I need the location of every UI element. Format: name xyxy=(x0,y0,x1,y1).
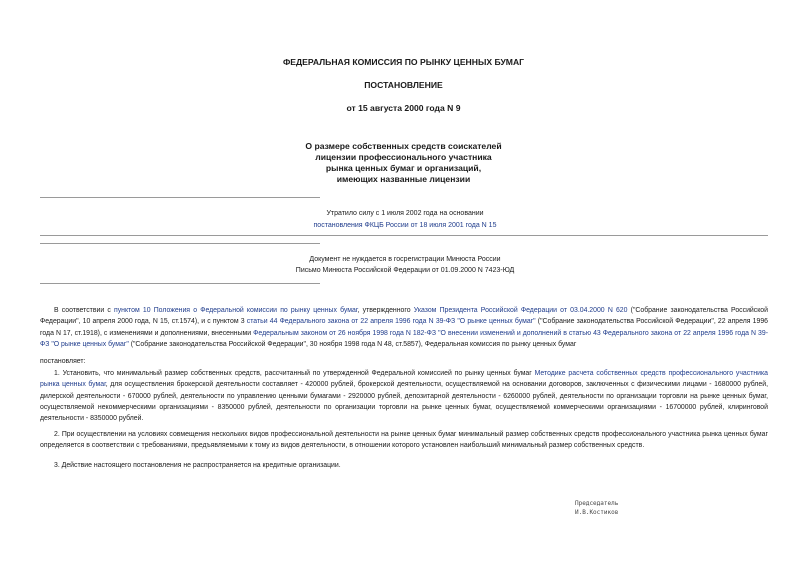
point-1-text: , для осуществления брокерской деятельности составляет - 420000 рублей, брокерской деятельности, осуществляемой на основании договоров, заключенных с физическими лицами - 1680000 рублей, дилерской деятельности - 670000 рублей, деятельности по управлению ценными бумагами - 2920000 рублей, депозитарной деятельности - 6260000 рублей, деятельности по организации торговли на рынке ценных бумаг, осуществляемой некоммерческими организациями - 8350000 рублей, деятельности по организации торговли на рынке ценных бумаг, осуществляемой коммерческими организациями - 16700000 рублей, клиринговой деятельности - 8350000 рублей. xyxy=(40,381,768,423)
point-1-text: 1. Установить, что минимальный размер собственных средств, рассчитанный по утвержденной Федеральной комиссией по рынку ценных бумаг xyxy=(54,370,535,377)
preamble-text: В соответствии с xyxy=(54,307,114,314)
divider xyxy=(40,283,320,284)
preamble-text: ("Собрание законодательства Российской Федерации", 10 апреля 2000 года, N 15, ст.1574), и с пунктом 3 xyxy=(40,307,768,326)
divider xyxy=(40,235,768,236)
signature-position: Председатель xyxy=(575,500,619,507)
signature-name: И.В.Костиков xyxy=(575,509,619,516)
registration-letter: Письмо Минюста Российской Федерации от 01.09.2000 N 7423-ЮД xyxy=(295,267,515,274)
expired-notice: Утратило силу с 1 июля 2002 года на основании xyxy=(326,210,484,217)
title-line: О размере собственных средств соискателей xyxy=(305,141,502,151)
preamble-text: , утвержденного xyxy=(357,307,414,314)
divider xyxy=(40,197,320,198)
preamble-text: ("Собрание законодательства Российской Федерации", 22 апреля 1996 года N 17, ст.1918), с изменениями и дополнениями, внесенными xyxy=(40,318,768,337)
methodology-link[interactable]: Методике расчета собственных средств профессионального участника рынка ценных бумаг xyxy=(40,370,768,389)
federal-law-article-link[interactable]: статьи 44 Федерального закона от 22 апреля 1996 года N 39-ФЗ "О рынке ценных бумаг" xyxy=(246,318,536,326)
regulation-link[interactable]: пунктом 10 Положения о Федеральной комиссии по рынку ценных бумаг xyxy=(113,307,358,314)
point-3-paragraph: 3. Действие настоящего постановления не распространяется на кредитные организации. xyxy=(54,462,341,469)
presidential-decree-link[interactable]: Указом Президента Российской Федерации от 03.04.2000 N 620 xyxy=(413,307,628,314)
point-2-paragraph: 2. При осуществлении на условиях совмещения нескольких видов профессиональной деятельности на рынке ценных бумаг минимальный размер собственных средств профессионального участника рынка ценных бумаг определяется в соответствии с требованиями, предъявляемыми к тому из видов деятельности, в отношении которого установлен наибольший минимальный размер собственных средств. xyxy=(40,431,768,450)
point-1-paragraph xyxy=(40,368,768,424)
title-line: рынка ценных бумаг и организаций, xyxy=(325,163,482,173)
preamble-text: ("Собрание законодательства Российской Федерации", 30 ноября 1998 года N 48, ст.5857), Федеральная комиссия по рынку ценных бумаг xyxy=(128,340,577,348)
amending-law-link[interactable]: Федеральным законом от 26 ноября 1998 года N 182-ФЗ "О внесении изменений и дополнений в статью 43 Федерального закона от 22 апреля 1996 года N 39-ФЗ "О рынке ценных бумаг" xyxy=(40,329,768,348)
document-type: ПОСТАНОВЛЕНИЕ xyxy=(364,80,443,90)
divider xyxy=(40,243,320,244)
title-line: лицензии профессионального участника xyxy=(315,152,492,162)
title-line: имеющих названные лицензии xyxy=(336,174,471,184)
resolves-label: постановляет: xyxy=(40,358,86,365)
expired-basis-link[interactable]: постановления ФКЦБ России от 18 июля 2001 года N 15 xyxy=(313,222,497,229)
preamble-paragraph xyxy=(40,305,768,350)
agency-name: ФЕДЕРАЛЬНАЯ КОМИССИЯ ПО РЫНКУ ЦЕННЫХ БУМАГ xyxy=(282,57,525,67)
document-title xyxy=(0,141,807,185)
registration-note: Документ не нуждается в госрегистрации Минюста России xyxy=(309,256,501,263)
document-date-number: от 15 августа 2000 года N 9 xyxy=(346,103,461,113)
